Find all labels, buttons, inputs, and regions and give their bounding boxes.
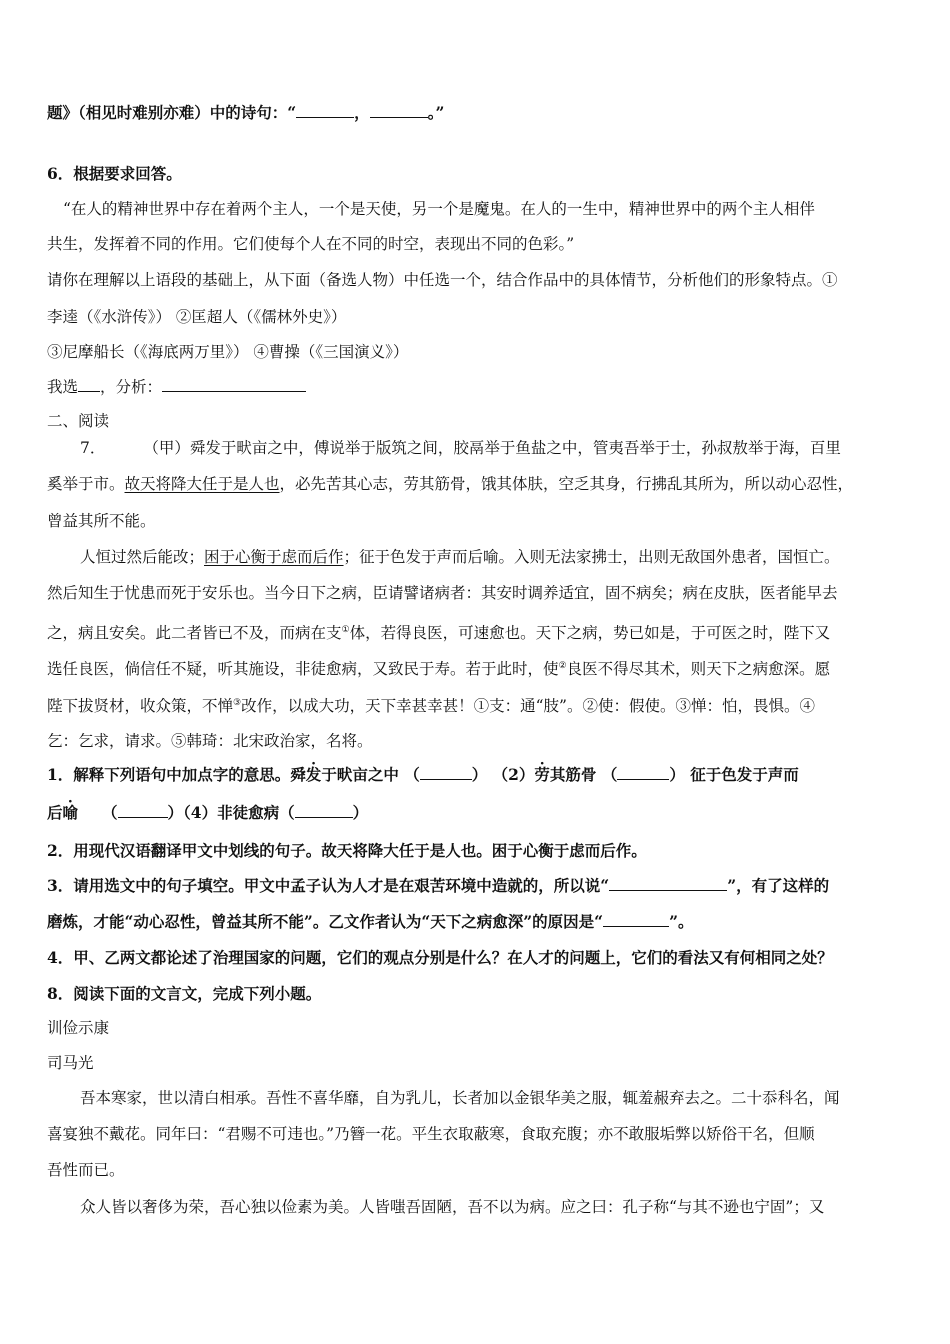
passage-text: 体，若得良医，可速愈也。天下之病，势已如是，于可医之时，陛下又: [349, 624, 831, 643]
passage-text: 选任良医，倘信任不疑，听其施设，非徒愈病，又致民于寿。若于此时，使: [47, 660, 559, 679]
article-line: 吾本寒家，世以清白相承。吾性不喜华靡，自为乳儿，长者加以金银华美之服，辄羞赧弃去之。二十忝科名，闻: [80, 1089, 840, 1107]
answer-blank: [118, 803, 168, 818]
q7-sub3-cont: [47, 912, 694, 932]
q7-sub4: 4．甲、乙两文都论述了治理国家的问题，它们的观点分别是什么？在人才的问题上，它们的看法又有何相同之处？: [47, 948, 833, 967]
passage-line: [47, 474, 853, 494]
passage-text: 改作，以成大功，天下幸甚幸甚！①支：通“肢”。②使：假使。③惮：怕，畏惧。④: [241, 697, 815, 716]
passage-line: [47, 656, 830, 679]
q7-sub3: [47, 876, 829, 896]
poem-line-sep: ，: [354, 103, 370, 122]
sub-question-text: ”。: [669, 912, 694, 931]
answer-blank: [617, 765, 669, 780]
footnote-mark: ③: [233, 698, 242, 708]
q6-answer-line: [47, 377, 306, 397]
passage-text: ，必先苦其心志，劳其筋骨，饿其体肤，空乏其身，行拂乱其所为，所以动心忍性，: [279, 475, 854, 493]
sub-question-text: （: [102, 803, 118, 822]
passage-text: 良医不得尽其术，则天下之病愈深。愿: [566, 660, 831, 679]
q6-title: 6．根据要求回答。: [47, 164, 182, 183]
passage-text: ；征于色发于声而后喻。入则无法家拂士，出则无敌国外患者，国恒亡。: [343, 548, 840, 566]
article-heading: 训俭示康: [47, 1019, 110, 1037]
answer-label: ，分析：: [100, 378, 163, 396]
q6-instruction: 请你在理解以上语段的基础上，从下面（备选人物）中任选一个，结合作品中的具体情节，分析他们的形象特点。①: [47, 271, 838, 289]
q7-sub2: 2．用现代汉语翻译甲文中划线的句子。故天将降大任于是人也。困于心衡于虑而后作。: [47, 841, 647, 860]
passage-line: [80, 547, 840, 567]
section-heading: 二、阅读: [47, 412, 110, 430]
footnote-mark: ①: [341, 625, 350, 635]
passage-text: 之，病且安矣。此二者皆已不及，而病在支: [47, 624, 342, 643]
passage-text: 陛下拔贤材，收众策，不惮: [47, 697, 234, 716]
article-author: 司马光: [47, 1054, 94, 1072]
dotted-char: 发: [305, 765, 322, 784]
passage-line: 乞：乞求，请求。⑤韩琦：北宋政治家，名将。: [47, 732, 373, 750]
sub-question-text: ） 征于色发于声而: [669, 765, 799, 784]
article-line: 众人皆以奢侈为荣，吾心独以俭素为美。人皆嗤吾固陋，吾不以为病。应之曰：孔子称“与其不逊也宁固”；又: [80, 1198, 825, 1216]
answer-label: 我选: [47, 378, 79, 396]
sub-question-text: 其筋骨 （: [549, 765, 618, 784]
poem-line-end: 。”: [427, 103, 445, 122]
answer-blank: [420, 765, 472, 780]
underlined-sentence: 故天将降大任于是人也: [124, 475, 280, 493]
sub-question-text: 后: [47, 803, 63, 822]
poem-line: [47, 103, 444, 123]
answer-blank: [603, 912, 669, 927]
sub-question-text: 3．请用选文中的句子填空。甲文中孟子认为人才是在艰苦环境中造就的，所以说“: [47, 876, 610, 895]
sub-question-text: ）（4）非徒愈病（: [167, 803, 295, 822]
passage-text: 人恒过然后能改；: [80, 548, 205, 566]
answer-blank: [295, 803, 353, 818]
q6-quote-line: “在人的精神世界中存在着两个主人，一个是天使，另一个是魔鬼。在人的一生中，精神世界中的两个主人相伴: [63, 200, 815, 218]
sub-question-text: 1．解释下列语句中加点字的意思。舜: [47, 765, 306, 784]
q7-sub1-cont: [47, 803, 368, 823]
q7-first-line: [80, 438, 841, 458]
passage-text: （甲）舜发于畎亩之中，傅说举于版筑之间，胶鬲举于鱼盐之中，管夷吾举于士，孙叔敖举于海，百里: [143, 439, 841, 457]
footnote-mark: ②: [558, 661, 567, 671]
answer-blank: [370, 103, 428, 118]
answer-blank: [162, 377, 306, 392]
passage-line: 然后知生于忧患而死于安乐也。当今日下之病，臣请譬诸病者：其安时调养适宜，固不病矣；病在皮肤，医者能早去: [47, 584, 838, 602]
sub-question-text: ”，有了这样的: [727, 876, 830, 895]
answer-blank: [296, 103, 354, 118]
article-line: 吾性而已。: [47, 1161, 125, 1179]
dotted-char: 劳: [534, 765, 550, 784]
answer-blank: [609, 876, 727, 891]
dotted-char: 喻: [62, 803, 79, 822]
question-number: 7．: [80, 439, 106, 457]
passage-text: 奚举于市。: [47, 475, 125, 493]
q7-sub1: [47, 765, 799, 785]
answer-blank: [78, 377, 100, 392]
sub-question-text: ）: [352, 803, 369, 822]
passage-line: [47, 620, 830, 643]
article-line: 喜宴独不戴花。同年曰：“君赐不可违也。”乃簪一花。平生衣取蔽寒，食取充腹；亦不敢服垢弊以矫俗干名，但顺: [47, 1125, 815, 1143]
q8-title: 8．阅读下面的文言文，完成下列小题。: [47, 984, 322, 1003]
q6-quote-line: 共生，发挥着不同的作用。它们使每个人在不同的时空，表现出不同的色彩。”: [47, 235, 575, 253]
sub-question-text: ） （2）: [471, 765, 535, 784]
underlined-sentence: 困于心衡于虑而后作: [204, 548, 344, 566]
q6-option-line: ③尼摩船长（《海底两万里》） ④曹操（《三国演义》）: [47, 343, 409, 361]
passage-line: [47, 693, 815, 716]
passage-line: 曾益其所不能。: [47, 512, 156, 530]
poem-line-text: 题》（相见时难别亦难）中的诗句：“: [47, 103, 297, 122]
sub-question-text: 于畎亩之中 （: [321, 765, 420, 784]
q6-option-line: 李逵（《水浒传》） ②匡超人（《儒林外史》）: [47, 308, 347, 326]
sub-question-text: 磨炼，才能“动心忍性，曾益其所不能”。乙文作者认为“天下之病愈深”的原因是“: [47, 912, 604, 931]
